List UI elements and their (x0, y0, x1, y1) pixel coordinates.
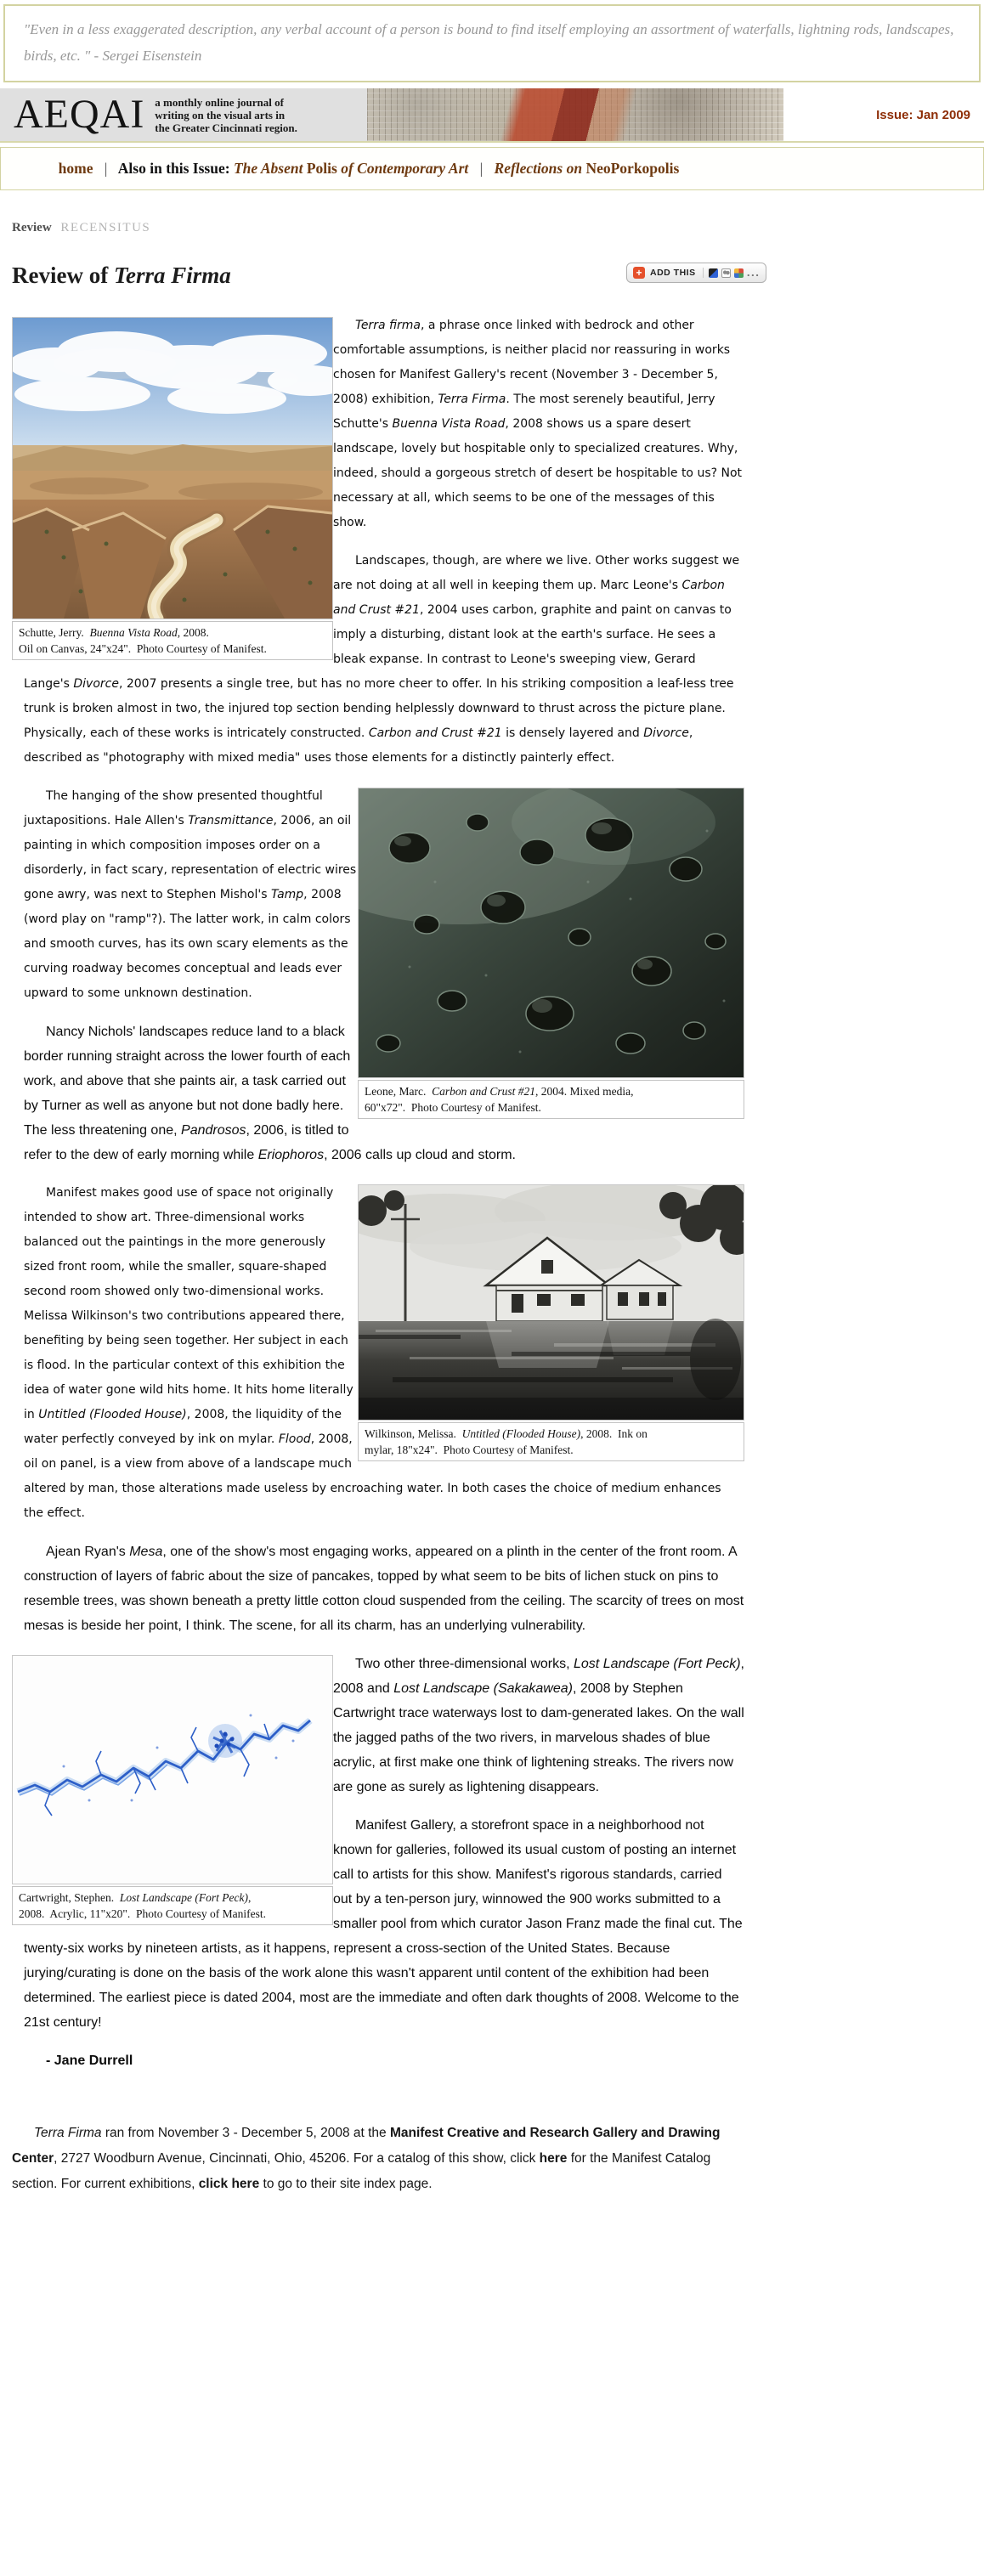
caption-carbon-and-crust: Leone, Marc. Carbon and Crust #21, 2004. Mixed media, 60"x72". Photo Courtesy of Manifest. (358, 1080, 744, 1119)
also-in-issue-label: Also in this Issue: (117, 160, 230, 177)
nav-separator: | (479, 160, 484, 177)
section-kicker (12, 221, 984, 235)
figure-carbon-and-crust (358, 788, 744, 1119)
masthead-quote (3, 4, 981, 82)
caption-flooded-house: Wilkinson, Melissa. Untitled (Flooded House), 2008. Ink on mylar, 18"x24". Photo Courtesy of Manifest. (358, 1422, 744, 1461)
aeqai-review-page (0, 4, 984, 2576)
paragraph-1: Terra firma, a phrase once linked with bedrock and other comfortable assumptions, is neither placid nor reassuring in works chosen for Manifest Gallery's recent (November 3 - December 5, 2008) exhibition, Terra Firma. The most serenely beautiful, Jerry Schutte's Buenna Vista Road, 2008 shows us a spare desert landscape, lovely but hospitable only to specialized creatures. Why, indeed, should a gorgeous stretch of desert be hospitable to us? Not necessary at all, which seems to be one of the messages of this show. (333, 319, 743, 529)
artwork-buenna-vista-road-image[interactable] (12, 317, 333, 619)
logo-block (0, 88, 367, 141)
artwork-lost-landscape-image[interactable] (12, 1655, 333, 1884)
figure-lost-landscape (12, 1655, 333, 1925)
site-logo[interactable]: AEQAI (14, 92, 145, 137)
addthis-button[interactable] (626, 263, 766, 283)
paragraph-2: Landscapes, though, are where we live. Other works suggest we are not doing at all well in keeping them up. Marc Leone's Carbon and Crust #21, 2004 uses carbon, graphite and paint on canvas to imply a disturbing, distant look at the earth's surface. He sees a bleak expanse. In contrast to Leone's sweeping view, Gerard Lange's Divorce, 2007 presents a single tree, but has no more cheer to offer. In his striking composition a leaf-less tree trunk is broken almost in two, the injured top section bending helplessly downward to thrust across the picture plane. Physically, each of these works is intricately constructed. Carbon and Crust #21 is densely layered and Divorce, described as "photography with mixed media" uses those elements for a distinctly painterly effect. (24, 554, 740, 765)
artwork-carbon-and-crust-image[interactable] (358, 788, 744, 1078)
msn-share-icon[interactable] (734, 268, 744, 278)
paragraph-3: The hanging of the show presented thoughtful juxtapositions. Hale Allen's Transmittance, 2006, an oil painting in which composition imposes order on a disorderly, in fact scary, representation of electric wires gone awry, was next to Stephen Mishol's Tamp, 2008 (word play on "ramp"?). The latter work, in calm colors and smooth curves, has its own scary elements as the curving roadway becomes conceptual and leads ever upward to some unknown destination. (24, 789, 357, 1000)
article-body (12, 314, 744, 2073)
issue-label: Issue: Jan 2009 (876, 108, 970, 122)
addthis-plus-icon: + (633, 267, 645, 279)
page-title: Review of Terra Firma (12, 263, 231, 288)
addthis-label: ADD THIS (650, 268, 696, 278)
paragraph-5: Manifest makes good use of space not originally intended to show art. Three-dimensional works balanced out the paintings in the more generously sized front room, while the smaller, square-shaped second room showed only two-dimensional works. Melissa Wilkinson's two contributions appeared there, benefiting by being seen together. Her subject in each is flood. In the particular context of this exhibition the idea of water gone wild hits home. It hits home literally in Untitled (Flooded House), 2008, the liquidity of the water perfectly conveyed by ink on mylar. Flood, 2008, oil on panel, is a view from above of a landscape much altered by man, those alterations made useless by encroaching water. In both cases the choice of medium enhances the effect. (24, 1186, 721, 1520)
figure-buenna-vista-road (12, 317, 333, 660)
nav-link-neoporkopolis[interactable]: Reflections on NeoPorkopolis (494, 160, 680, 177)
addthis-more-dots[interactable]: ... (746, 267, 761, 279)
main-nav (0, 147, 984, 190)
delicious-icon[interactable] (709, 268, 718, 278)
footer-note: Terra Firma ran from November 3 - December 5, 2008 at the Manifest Creative and Research Gallery and Drawing Center, 2727 Woodburn Avenue, Cincinnati, Ohio, 45206. For a catalog of this show, click here for the Manifest Catalog section. For current exhibitions, click here to go to their site index page. (12, 2126, 721, 2191)
paragraph-4: Nancy Nichols' landscapes reduce land to a black border running straight across the lower fourth of each work, and above that she paints air, a task carried out by Turner as well as anyone but not done badly here. The less threatening one, Pandrosos, 2006, is titled to refer to the dew of early morning while Eriophoros, 2006 calls up cloud and storm. (24, 1025, 516, 1162)
author-signature: - Jane Durrell (46, 2053, 133, 2068)
manifest-site-index-link[interactable]: click here (198, 2177, 260, 2191)
mosaic-banner-image (367, 88, 783, 141)
quote-text: "Even in a less exaggerated description, any verbal account of a person is bound to find itself employing an assortment of waterfalls, lightning rods, landscapes, birds, etc. " - Sergei Eisenstein (24, 21, 954, 64)
nav-separator: | (104, 160, 108, 177)
nav-home-link[interactable]: home (58, 160, 93, 177)
figure-flooded-house (358, 1184, 744, 1461)
addthis-divider (703, 268, 704, 278)
section-label-latin: RECENSITUS (60, 221, 151, 234)
caption-lost-landscape: Cartwright, Stephen. Lost Landscape (Fort Peck), 2008. Acrylic, 11"x20". Photo Courtesy of Manifest. (12, 1886, 333, 1925)
nav-link-absent-polis[interactable]: The Absent Polis of Contemporary Art (233, 160, 469, 177)
paragraph-6: Ajean Ryan's Mesa, one of the show's most engaging works, appeared on a plinth in the center of the front room. A construction of layers of fabric about the size of pancakes, topped by what seem to be bits of lichen stuck on pins to resemble trees, was shown beneath a pretty little cotton cloud suspended from the ceiling. The scarcity of trees on most mesas is beside her point, I think. The scene, for all its charm, has an underlying vulnerability. (24, 1545, 744, 1633)
caption-buenna-vista-road: Schutte, Jerry. Buenna Vista Road, 2008. Oil on Canvas, 24"x24". Photo Courtesy of Manifest. (12, 621, 333, 660)
site-tagline: a monthly online journal of writing on the visual arts in the Greater Cincinnati region. (155, 95, 297, 134)
paragraph-8: Manifest Gallery, a storefront space in a neighborhood not known for galleries, followed its usual custom of posting an internet call to artists for this show. Manifest's rigorous standards, carried out by a ten-person jury, winnowed the 900 works submitted to a smaller pool from which curator Jason Franz made the final cut. The twenty-six works by nineteen artists, as it happens, represent a cross-section of the United States. Because jurying/curating is done on the basis of the work alone this wasn't apparent until content of the exhibition had been determined. The earliest piece is dated 2004, most are the immediate and often dark thoughts of 2008. Welcome to the 21st century! (24, 1818, 743, 2030)
section-label: Review (12, 221, 52, 234)
share-people-icon[interactable] (721, 268, 731, 278)
paragraph-7: Two other three-dimensional works, Lost Landscape (Fort Peck), 2008 and Lost Landscape (Sakakawea), 2008 by Stephen Cartwright trace waterways lost to dam-generated lakes. On the wall the jagged paths of the two rivers, in marvelous shades of blue acrylic, at first make one think of lightening streaks. The rivers now are gone as surely as lightening disappears. (333, 1657, 744, 1794)
manifest-catalog-link[interactable]: here (539, 2151, 568, 2166)
artwork-flooded-house-image[interactable] (358, 1184, 744, 1421)
site-header (0, 88, 984, 143)
